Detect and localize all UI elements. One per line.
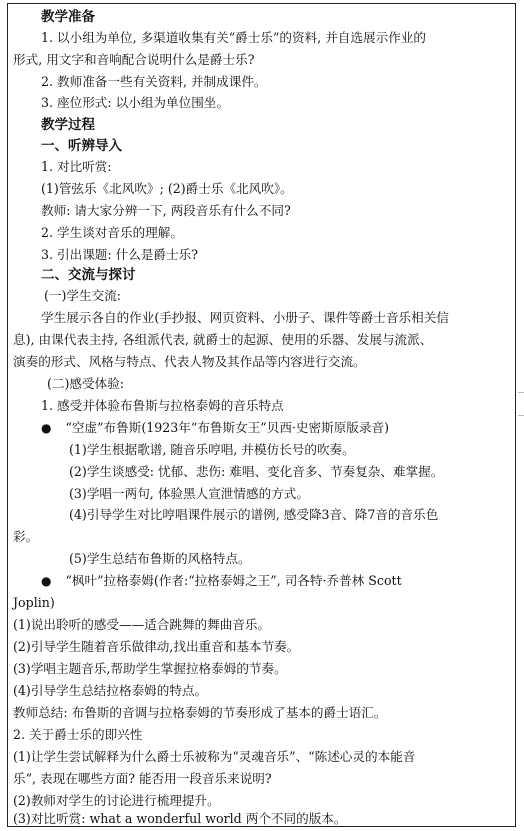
text-line — [13, 529, 38, 545]
text-line — [13, 52, 254, 68]
line-text: (1)让学生尝试解释为什么爵士乐被称为“灵魂音乐”、“陈述心灵的本能音 — [13, 749, 416, 764]
text-line — [13, 705, 386, 721]
text-line — [69, 442, 355, 458]
text-line — [41, 420, 389, 436]
line-text: (1)学生根据歌谱, 随音乐哼唱, 并模仿长号的吹奏。 — [69, 442, 355, 457]
line-text: (4)引导学生总结拉格泰姆的特点。 — [13, 683, 208, 698]
text-line — [41, 74, 267, 90]
line-text: (3)学唱一两句, 体验黑人宣泄情感的方式。 — [69, 486, 309, 501]
line-text: “空虚”布鲁斯(1923年“布鲁斯女王”贝西·史密斯原版录音) — [65, 420, 389, 435]
line-text: 教师总结: 布鲁斯的音调与拉格泰姆的节奏形成了基本的爵士语汇。 — [13, 705, 387, 720]
text-line — [69, 486, 309, 502]
text-line — [69, 464, 443, 480]
line-text: (1)管弦乐《北风吹》; (2)爵士乐《北风吹》。 — [41, 181, 293, 196]
bullet-icon: ● — [41, 421, 52, 435]
line-text: 教师: 请大家分辨一下, 两段音乐有什么不同? — [41, 203, 291, 218]
line-text: (3)学唱主题音乐,帮助学生掌握拉格泰姆的节奏。 — [13, 661, 287, 676]
line-text: 2. 学生谈对音乐的理解。 — [41, 225, 183, 240]
line-text: 彩。 — [13, 529, 39, 544]
line-text: 1. 感受并体验布鲁斯与拉格泰姆的音乐特点 — [41, 398, 284, 413]
line-text: 二、交流与探讨 — [41, 267, 136, 283]
text-line — [44, 288, 121, 304]
text-line — [13, 639, 299, 655]
text-line — [41, 398, 284, 414]
line-text: 乐”, 表现在哪些方面? 能否用一段音乐来说明? — [13, 771, 272, 786]
line-text: 1. 以小组为单位, 多渠道收集有关“爵士乐”的资料, 并自选展示作业的 — [41, 30, 426, 45]
line-text: (2)学生谈感受: 忧郁、悲伤: 难唱、变化音多、节奏复杂、难掌握。 — [69, 464, 444, 479]
section-heading — [41, 116, 95, 134]
text-line — [13, 771, 272, 787]
line-text: 息), 由课代表主持, 各组派代表, 就爵士的起源、使用的乐器、发展与流派、 — [13, 332, 433, 347]
line-text: (2)教师对学生的讨论进行梳理提升。 — [13, 793, 220, 808]
text-line — [69, 507, 438, 523]
line-text: 学生展示各自的作业(手抄报、网页资料、小册子、课件等爵士音乐相关信 — [41, 310, 449, 325]
line-text: (1)说出聆听的感受——适合跳舞的舞曲音乐。 — [13, 617, 271, 632]
bullet-icon: ● — [41, 574, 52, 588]
line-text: 1. 对比听赏: — [41, 159, 112, 174]
line-text: (2)引导学生随着音乐做律动,找出重音和基本节奏。 — [13, 639, 300, 654]
text-line — [13, 595, 55, 611]
line-text: Joplin) — [13, 595, 55, 610]
text-line — [41, 30, 426, 46]
line-text: 演奏的形式、风格与特点、代表人物及其作品等内容进行交流。 — [13, 354, 366, 369]
line-text: 3. 引出课题: 什么是爵士乐? — [41, 247, 198, 262]
text-line — [41, 247, 198, 263]
text-line — [41, 159, 112, 175]
line-text: 2. 教师准备一些有关资料, 并制成课件。 — [41, 74, 267, 89]
line-text: (二)感受体验: — [47, 376, 125, 391]
text-line — [13, 661, 287, 677]
line-text: (一)学生交流: — [44, 288, 122, 303]
text-line — [41, 310, 449, 326]
text-line — [41, 225, 183, 241]
section-heading — [41, 266, 136, 284]
text-line — [13, 727, 142, 743]
line-text: “枫叶”拉格泰姆(作者:“拉格泰姆之王”, 司各特·乔普林 Scott — [65, 573, 402, 588]
margin-marker — [518, 392, 524, 416]
text-line — [41, 573, 402, 589]
text-line — [13, 354, 366, 370]
text-line — [13, 811, 346, 827]
text-line — [69, 551, 251, 567]
line-text: 一、听辨导入 — [41, 138, 122, 154]
line-text: (5)学生总结布鲁斯的风格特点。 — [69, 551, 251, 566]
text-line — [13, 683, 207, 699]
line-text: 形式, 用文字和音响配合说明什么是爵士乐? — [13, 52, 255, 67]
line-text: 教学过程 — [41, 117, 95, 133]
line-text: (3)对比听赏: what a wonderful world 两个不同的版本。 — [13, 811, 347, 826]
text-line — [41, 95, 229, 111]
line-text: 2. 关于爵士乐的即兴性 — [13, 727, 143, 742]
text-line — [41, 181, 293, 197]
text-line — [41, 203, 291, 219]
text-line — [13, 749, 415, 765]
text-line — [13, 332, 432, 348]
text-line — [13, 793, 220, 809]
line-text: 教学准备 — [41, 9, 95, 25]
line-text: 3. 座位形式: 以小组为单位围坐。 — [41, 95, 229, 110]
section-heading — [41, 137, 122, 155]
text-line — [13, 617, 270, 633]
section-heading — [41, 8, 95, 26]
text-line — [47, 376, 124, 392]
line-text: (4)引导学生对比哼唱课件展示的谱例, 感受降3音、降7音的音乐色 — [69, 507, 439, 522]
